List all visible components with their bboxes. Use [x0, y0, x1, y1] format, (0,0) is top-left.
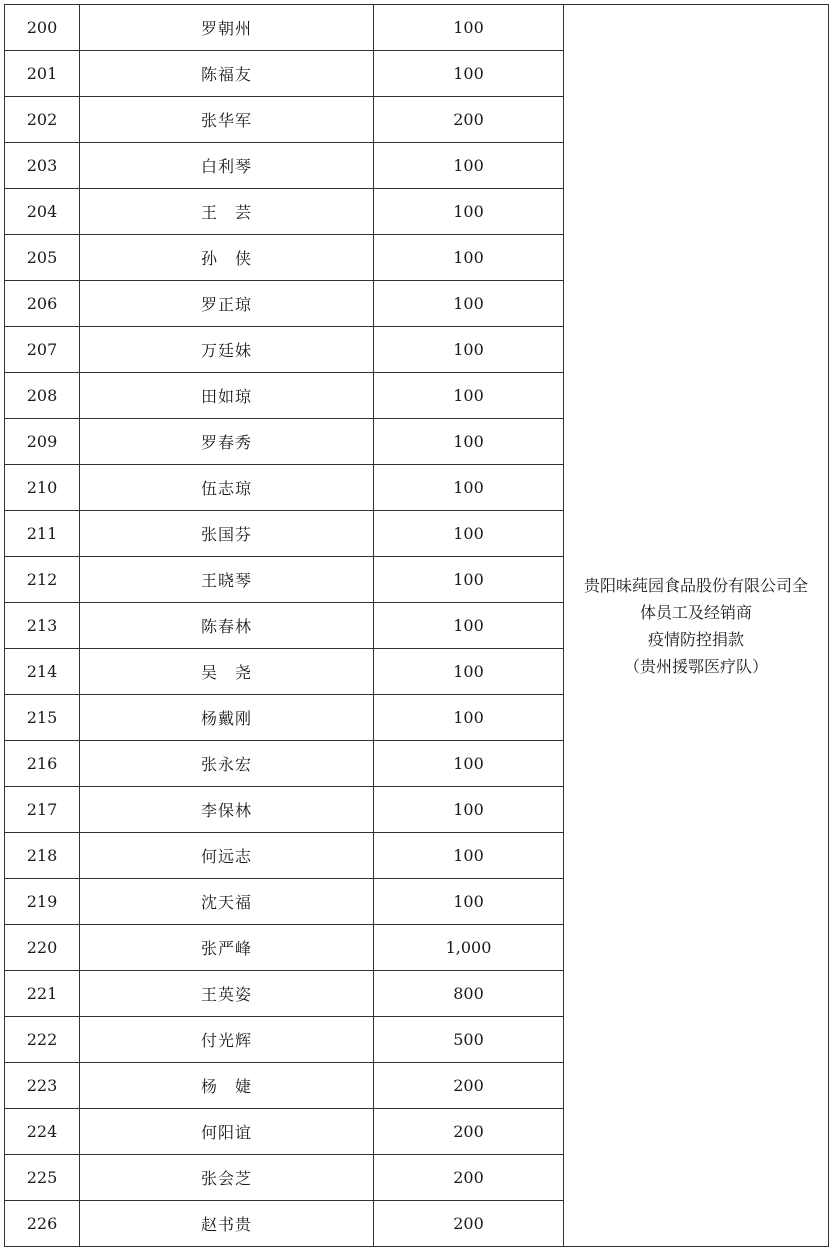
donation-amount: 100 — [374, 787, 564, 833]
donor-name: 赵书贵 — [80, 1201, 374, 1247]
row-number: 212 — [5, 557, 80, 603]
donation-amount: 1,000 — [374, 925, 564, 971]
note-line: 贵阳味莼园食品股份有限公司全 — [583, 575, 808, 595]
row-number: 207 — [5, 327, 80, 373]
donation-amount: 100 — [374, 557, 564, 603]
row-number: 206 — [5, 281, 80, 327]
donation-amount: 100 — [374, 649, 564, 695]
donation-amount: 100 — [374, 5, 564, 51]
donation-table-body — [5, 5, 829, 1247]
row-number: 216 — [5, 741, 80, 787]
note-line: 体员工及经销商 — [639, 602, 752, 622]
row-number: 202 — [5, 97, 80, 143]
donor-name: 沈天福 — [80, 879, 374, 925]
donor-name: 王晓琴 — [80, 557, 374, 603]
donation-amount: 100 — [374, 143, 564, 189]
donor-name: 张华军 — [80, 97, 374, 143]
donation-amount: 100 — [374, 833, 564, 879]
donation-amount: 200 — [374, 1201, 564, 1247]
row-number: 223 — [5, 1063, 80, 1109]
row-number: 209 — [5, 419, 80, 465]
row-number: 220 — [5, 925, 80, 971]
row-number: 217 — [5, 787, 80, 833]
donation-amount: 200 — [374, 1063, 564, 1109]
donation-amount: 800 — [374, 971, 564, 1017]
donor-name: 陈福友 — [80, 51, 374, 97]
note-line: （贵州援鄂医疗队） — [623, 656, 768, 676]
donation-amount: 200 — [374, 97, 564, 143]
donor-name: 李保林 — [80, 787, 374, 833]
donation-amount: 100 — [374, 281, 564, 327]
row-number: 214 — [5, 649, 80, 695]
donor-name: 杨戴刚 — [80, 695, 374, 741]
donor-name: 田如琼 — [80, 373, 374, 419]
row-number: 211 — [5, 511, 80, 557]
row-number: 205 — [5, 235, 80, 281]
row-number: 224 — [5, 1109, 80, 1155]
donor-name: 王 芸 — [80, 189, 374, 235]
row-number: 215 — [5, 695, 80, 741]
row-number: 200 — [5, 5, 80, 51]
row-number: 204 — [5, 189, 80, 235]
donor-name: 王英姿 — [80, 971, 374, 1017]
donor-name: 杨 婕 — [80, 1063, 374, 1109]
donation-amount: 100 — [374, 189, 564, 235]
donation-amount: 100 — [374, 373, 564, 419]
donation-note — [564, 5, 829, 1247]
donor-name: 白利琴 — [80, 143, 374, 189]
donor-name: 吴 尧 — [80, 649, 374, 695]
donation-amount: 100 — [374, 511, 564, 557]
donation-amount: 500 — [374, 1017, 564, 1063]
donor-name: 罗春秀 — [80, 419, 374, 465]
donor-name: 陈春林 — [80, 603, 374, 649]
donation-amount: 100 — [374, 695, 564, 741]
donation-table — [4, 4, 829, 1247]
donation-amount: 200 — [374, 1155, 564, 1201]
row-number: 225 — [5, 1155, 80, 1201]
donor-name: 张国芬 — [80, 511, 374, 557]
donor-name: 张永宏 — [80, 741, 374, 787]
donor-name: 罗朝州 — [80, 5, 374, 51]
row-number: 201 — [5, 51, 80, 97]
donor-name: 万廷妹 — [80, 327, 374, 373]
donation-amount: 100 — [374, 327, 564, 373]
donor-name: 伍志琼 — [80, 465, 374, 511]
donor-name: 何远志 — [80, 833, 374, 879]
donation-amount: 100 — [374, 879, 564, 925]
note-line: 疫情防控捐款 — [647, 629, 744, 649]
donation-amount: 200 — [374, 1109, 564, 1155]
donation-amount: 100 — [374, 603, 564, 649]
row-number: 218 — [5, 833, 80, 879]
row-number: 203 — [5, 143, 80, 189]
donor-name: 孙 侠 — [80, 235, 374, 281]
donation-amount: 100 — [374, 51, 564, 97]
row-number: 210 — [5, 465, 80, 511]
table-row — [5, 5, 829, 51]
donation-amount: 100 — [374, 741, 564, 787]
donor-name: 张严峰 — [80, 925, 374, 971]
donation-amount: 100 — [374, 465, 564, 511]
donor-name: 何阳谊 — [80, 1109, 374, 1155]
donation-amount: 100 — [374, 235, 564, 281]
row-number: 219 — [5, 879, 80, 925]
row-number: 221 — [5, 971, 80, 1017]
donor-name: 张会芝 — [80, 1155, 374, 1201]
donation-amount: 100 — [374, 419, 564, 465]
donor-name: 付光辉 — [80, 1017, 374, 1063]
donor-name: 罗正琼 — [80, 281, 374, 327]
row-number: 222 — [5, 1017, 80, 1063]
row-number: 208 — [5, 373, 80, 419]
row-number: 213 — [5, 603, 80, 649]
document-page — [4, 4, 829, 1247]
row-number: 226 — [5, 1201, 80, 1247]
